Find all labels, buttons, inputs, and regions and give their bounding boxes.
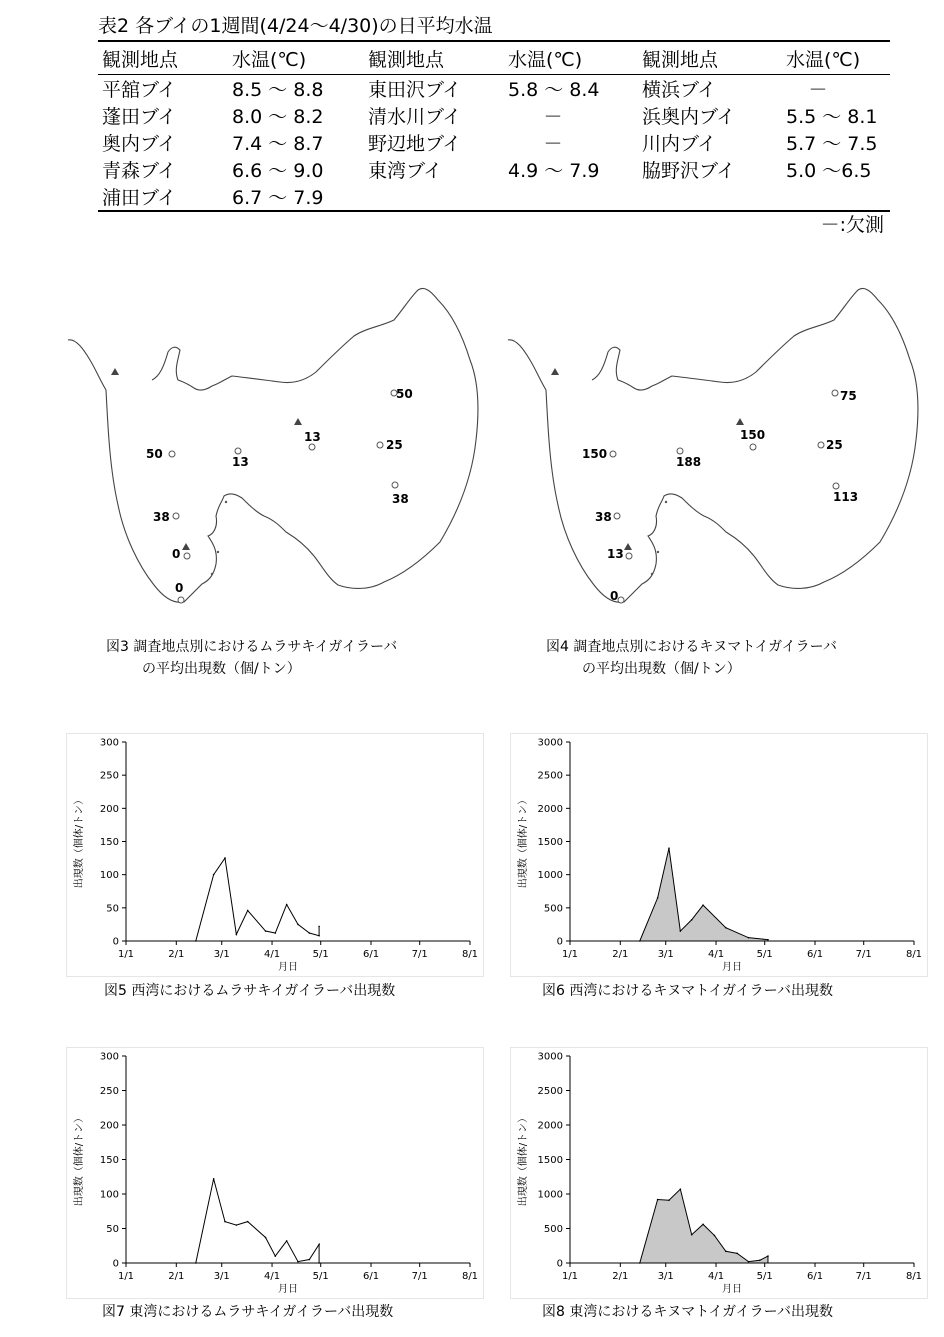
x-tick-label: 8/1: [905, 1271, 923, 1282]
triangle-marker: [182, 543, 190, 550]
y-tick-label: 100: [99, 870, 119, 882]
site-marker: [750, 444, 756, 450]
data-point: [213, 874, 215, 876]
x-tick-label: 7/1: [855, 1271, 872, 1282]
bay-map: [500, 280, 920, 625]
shore-dot: [665, 501, 667, 503]
table-cell: 蓬田ブイ: [102, 106, 177, 128]
table-row: [98, 129, 890, 156]
chart-east-mussel: [66, 1047, 484, 1299]
coastline: [508, 288, 918, 602]
x-tick-label: 6/1: [362, 949, 380, 960]
caption-line: 図4 調査地点別におけるキヌマトイガイラーバ: [546, 639, 837, 655]
y-tick-label: 0: [112, 936, 119, 948]
series-area: [640, 848, 768, 941]
table-cell: 5.7 ～ 7.5: [786, 133, 878, 155]
x-tick-label: 8/1: [461, 949, 479, 960]
x-tick-label: 7/1: [411, 1271, 428, 1282]
data-point: [318, 935, 320, 937]
table-cell: 5.8 ～ 8.4: [508, 79, 600, 101]
table-cell: 8.0 ～ 8.2: [232, 106, 324, 128]
chart-caption: 図5 西湾におけるムラサキイガイラーバ出現数: [104, 983, 396, 999]
site-label: 113: [833, 490, 859, 504]
site-label: 188: [676, 455, 702, 469]
x-tick-label: 3/1: [213, 1271, 230, 1282]
site-marker: [610, 451, 616, 457]
shore-dot: [225, 501, 227, 503]
table-cell: 5.5 ～ 8.1: [786, 106, 878, 128]
data-point: [297, 924, 299, 926]
table-cell: 脇野沢ブイ: [642, 160, 736, 182]
x-tick-label: 7/1: [411, 949, 428, 960]
table-cell: 7.4 ～ 8.7: [232, 133, 324, 155]
y-tick-label: 100: [99, 1189, 119, 1201]
y-tick-label: 0: [556, 936, 563, 948]
y-axis-label: 出現数（個体/トン）: [74, 794, 85, 889]
site-marker: [618, 597, 624, 603]
chart-svg: [511, 734, 927, 976]
x-tick-label: 8/1: [905, 949, 923, 960]
chart-caption: 図8 東湾におけるキヌマトイガイラーバ出現数: [542, 1304, 833, 1320]
x-tick-label: 5/1: [312, 949, 329, 960]
table-cell: 浦田ブイ: [102, 187, 177, 209]
chart-svg: [511, 1048, 927, 1298]
x-tick-label: 6/1: [362, 1271, 380, 1282]
x-tick-label: 4/1: [707, 949, 725, 960]
caption-line: の平均出現数（個/トン）: [582, 661, 741, 677]
data-point: [657, 1199, 659, 1201]
shore-dot: [651, 573, 653, 575]
data-point: [767, 1255, 769, 1257]
series-area: [640, 1189, 768, 1263]
y-tick-label: 250: [99, 770, 119, 782]
site-marker: [169, 451, 175, 457]
data-point: [702, 1224, 704, 1226]
data-point: [265, 930, 267, 932]
table-cell: 平舘ブイ: [102, 79, 177, 101]
column-header: 観測地点: [364, 41, 500, 75]
site-marker: [173, 513, 179, 519]
data-point: [286, 1240, 288, 1242]
x-tick-label: 2/1: [168, 1271, 185, 1282]
site-label: 0: [172, 547, 181, 561]
x-tick-label: 7/1: [855, 949, 872, 960]
series-line: [196, 1179, 319, 1263]
caption-line: の平均出現数（個/トン）: [142, 661, 301, 677]
table-cell: 浜奥内ブイ: [642, 106, 736, 128]
y-tick-label: 150: [99, 1155, 119, 1166]
y-tick-label: 2500: [537, 770, 563, 782]
table-row: [98, 102, 890, 129]
table-cell: [364, 183, 500, 211]
table-cell: 6.6 ～ 9.0: [232, 160, 324, 182]
y-tick-label: 250: [99, 1086, 119, 1097]
column-header: 観測地点: [98, 41, 224, 75]
y-tick-label: 1500: [537, 837, 563, 848]
data-point: [195, 940, 197, 942]
triangle-marker: [736, 418, 744, 425]
site-label: 0: [610, 589, 619, 603]
site-marker: [818, 442, 824, 448]
x-tick-label: 2/1: [168, 949, 185, 960]
data-point: [224, 1221, 226, 1223]
data-point: [748, 1261, 750, 1263]
site-label: 0: [175, 581, 184, 595]
y-tick-label: 1000: [537, 870, 563, 882]
y-axis-label: 出現数（個体/トン）: [518, 1112, 529, 1207]
data-point: [725, 1250, 727, 1252]
site-marker: [614, 513, 620, 519]
y-tick-label: 1500: [537, 1155, 563, 1166]
data-point: [691, 1234, 693, 1236]
x-tick-label: 1/1: [117, 1271, 135, 1282]
data-point: [639, 1262, 641, 1264]
data-point: [236, 934, 238, 936]
table-cell: 野辺地ブイ: [368, 133, 462, 155]
data-point: [702, 904, 704, 906]
data-point: [668, 1199, 670, 1201]
x-axis-label: 月日: [722, 1284, 742, 1295]
x-tick-label: 6/1: [806, 1271, 824, 1282]
y-tick-label: 50: [106, 1224, 119, 1235]
x-tick-label: 5/1: [312, 1271, 329, 1282]
site-marker: [309, 444, 315, 450]
site-marker: [184, 553, 190, 559]
site-label: 13: [304, 430, 321, 444]
table-cell: 川内ブイ: [642, 133, 717, 155]
y-tick-label: 2000: [537, 1120, 563, 1132]
column-header: 水温(℃): [224, 41, 364, 75]
x-tick-label: 6/1: [806, 949, 824, 960]
y-tick-label: 2500: [537, 1086, 563, 1097]
site-label: 75: [840, 389, 857, 403]
data-point: [247, 1221, 249, 1223]
shore-dot: [657, 551, 659, 553]
data-point: [309, 932, 311, 934]
y-tick-label: 200: [99, 803, 119, 815]
x-tick-label: 1/1: [561, 1271, 579, 1282]
x-tick-label: 4/1: [707, 1271, 725, 1282]
table-cell: 清水川ブイ: [368, 106, 462, 128]
triangle-marker: [294, 418, 302, 425]
site-label: 50: [396, 387, 413, 401]
data-point: [748, 937, 750, 939]
water-temp-table-section: [98, 12, 890, 236]
map-caption-mussel: [106, 636, 397, 680]
data-point: [767, 939, 769, 941]
data-point: [318, 1262, 320, 1264]
map-caption-kinumatoi: [546, 636, 837, 680]
x-tick-label: 2/1: [612, 1271, 629, 1282]
site-label: 13: [607, 547, 624, 561]
table-cell: 4.9 ～ 7.9: [508, 160, 600, 182]
x-axis-label: 月日: [278, 1284, 298, 1295]
shore-dot: [211, 573, 213, 575]
data-point: [725, 927, 727, 929]
site-marker: [626, 553, 632, 559]
data-point: [639, 940, 641, 942]
site-label: 38: [392, 492, 409, 506]
table-cell: 東田沢ブイ: [368, 79, 462, 101]
table-cell: 東湾ブイ: [368, 160, 443, 182]
triangle-marker: [624, 543, 632, 550]
table-cell: 6.7 ～ 7.9: [232, 187, 324, 209]
y-tick-label: 50: [106, 903, 119, 915]
column-header: 水温(℃): [778, 41, 890, 75]
x-tick-label: 1/1: [561, 949, 579, 960]
table-row: [98, 156, 890, 183]
data-point: [736, 1253, 738, 1255]
data-point: [265, 1237, 267, 1239]
table-cell: 5.0 ～6.5: [786, 160, 872, 182]
table-cell: 8.5 ～ 8.8: [232, 79, 324, 101]
site-label: 25: [386, 438, 403, 452]
site-label: 150: [582, 447, 608, 461]
y-tick-label: 300: [99, 737, 119, 749]
data-point: [668, 847, 670, 849]
triangle-marker: [551, 368, 559, 375]
shore-dot: [217, 551, 219, 553]
x-tick-label: 4/1: [263, 949, 281, 960]
coastline: [68, 288, 478, 602]
y-tick-label: 3000: [537, 737, 563, 749]
chart-caption: 図7 東湾におけるムラサキイガイラーバ出現数: [102, 1304, 394, 1320]
table-cell: 横浜ブイ: [642, 79, 717, 101]
site-marker: [832, 390, 838, 396]
chart-caption: 図6 西湾におけるキヌマトイガイラーバ出現数: [542, 983, 833, 999]
table-cell: －: [543, 106, 563, 128]
bay-map: [60, 280, 480, 625]
data-point: [680, 930, 682, 932]
site-marker: [235, 448, 241, 454]
y-tick-label: 1000: [537, 1189, 563, 1201]
x-axis-label: 月日: [278, 962, 298, 973]
y-tick-label: 500: [543, 1224, 563, 1235]
data-point: [318, 926, 320, 928]
x-tick-label: 1/1: [117, 949, 135, 960]
data-point: [680, 1188, 682, 1190]
table-row: [98, 183, 890, 211]
x-tick-label: 8/1: [461, 1271, 479, 1282]
series-line: [196, 858, 319, 941]
x-tick-label: 3/1: [213, 949, 230, 960]
y-tick-label: 200: [99, 1120, 119, 1132]
x-axis-label: 月日: [722, 962, 742, 973]
data-point: [309, 1259, 311, 1261]
table-header-row: [98, 41, 890, 75]
water-temp-table: [98, 40, 890, 212]
table-cell: －: [543, 133, 563, 155]
data-point: [236, 1224, 238, 1226]
map-panel-kinumatoi: [500, 280, 920, 625]
data-point: [318, 1244, 320, 1246]
column-header: 水温(℃): [500, 41, 638, 75]
triangle-marker: [111, 368, 119, 375]
site-label: 25: [826, 438, 843, 452]
data-point: [714, 1235, 716, 1237]
site-marker: [377, 442, 383, 448]
site-marker: [677, 448, 683, 454]
site-label: 50: [146, 447, 163, 461]
table-cell: 奥内ブイ: [102, 133, 177, 155]
data-point: [759, 1259, 761, 1261]
data-point: [274, 1255, 276, 1257]
data-point: [691, 919, 693, 921]
y-tick-label: 0: [556, 1258, 563, 1270]
data-point: [224, 857, 226, 859]
column-header: 観測地点: [638, 41, 778, 75]
table-cell: [500, 183, 638, 211]
x-tick-label: 5/1: [756, 949, 773, 960]
y-axis-label: 出現数（個体/トン）: [74, 1112, 85, 1207]
y-tick-label: 0: [112, 1258, 119, 1270]
caption-line: 図3 調査地点別におけるムラサキイガイラーバ: [106, 639, 398, 655]
chart-west-kinumatoi: [510, 733, 928, 977]
chart-east-kinumatoi: [510, 1047, 928, 1299]
y-tick-label: 300: [99, 1051, 119, 1063]
site-marker: [178, 597, 184, 603]
data-point: [274, 932, 276, 934]
data-point: [247, 910, 249, 912]
table-cell: [778, 183, 890, 211]
site-marker: [392, 482, 398, 488]
x-tick-label: 3/1: [657, 949, 674, 960]
site-label: 38: [153, 510, 170, 524]
x-tick-label: 2/1: [612, 949, 629, 960]
x-tick-label: 4/1: [263, 1271, 281, 1282]
chart-west-mussel: [66, 733, 484, 977]
table-row: [98, 75, 890, 103]
data-point: [286, 904, 288, 906]
table-cell: －: [808, 79, 828, 101]
site-marker: [833, 483, 839, 489]
y-tick-label: 150: [99, 837, 119, 848]
data-point: [213, 1178, 215, 1180]
table-cell: [638, 183, 778, 211]
chart-svg: [67, 734, 483, 976]
y-tick-label: 500: [543, 903, 563, 915]
data-point: [195, 1262, 197, 1264]
data-point: [657, 897, 659, 899]
site-label: 150: [740, 428, 766, 442]
map-panel-mussel: [60, 280, 480, 625]
y-tick-label: 2000: [537, 803, 563, 815]
y-tick-label: 3000: [537, 1051, 563, 1063]
site-label: 13: [232, 455, 249, 469]
chart-svg: [67, 1048, 483, 1298]
table-note: －:欠測: [820, 214, 884, 236]
data-point: [297, 1261, 299, 1263]
table-title: 表2 各ブイの1週間(4/24～4/30)の日平均水温: [98, 15, 493, 37]
y-axis-label: 出現数（個体/トン）: [518, 794, 529, 889]
site-label: 38: [595, 510, 612, 524]
x-tick-label: 3/1: [657, 1271, 674, 1282]
table-cell: 青森ブイ: [102, 160, 177, 182]
x-tick-label: 5/1: [756, 1271, 773, 1282]
